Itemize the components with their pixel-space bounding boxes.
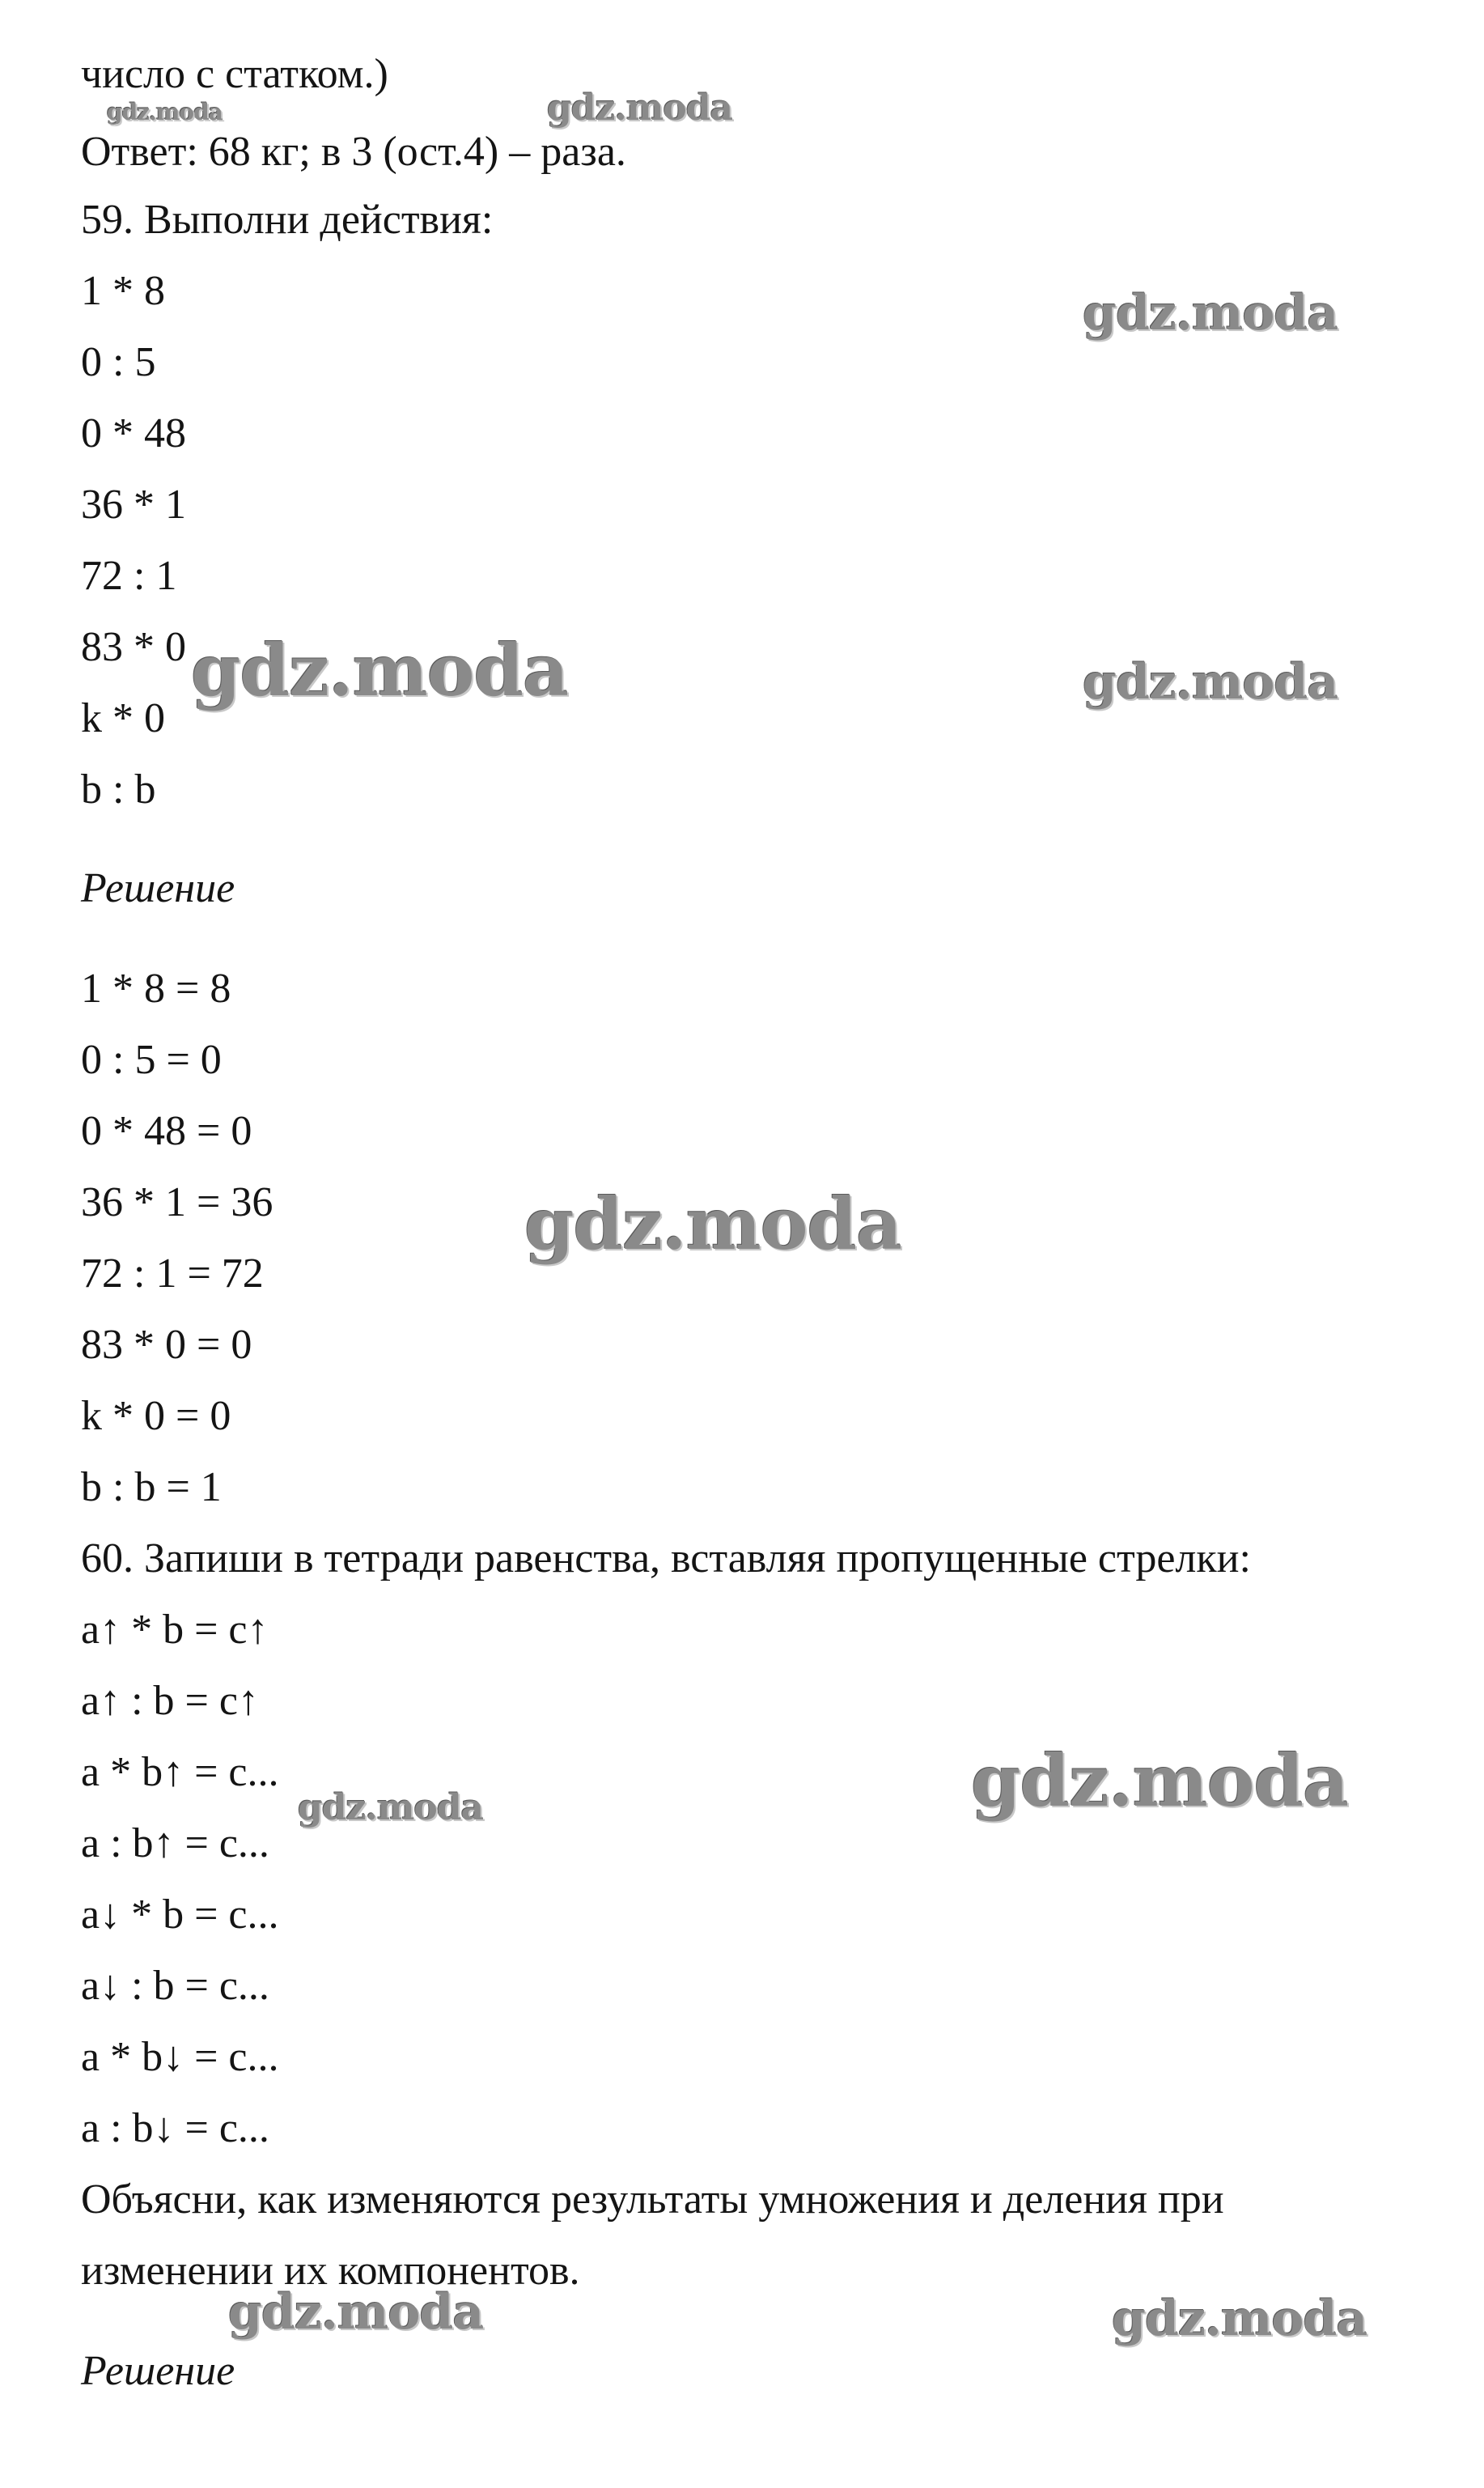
watermark: gdz.moda <box>1083 285 1338 342</box>
solution-59-line-6: 83 * 0 = 0 <box>81 1322 252 1368</box>
solution-heading-60: Решение <box>81 2348 235 2394</box>
task-60-equation-6: a↓ : b = c... <box>81 1963 269 2009</box>
task-60-equation-5: a↓ * b = c... <box>81 1891 279 1938</box>
solution-59-line-3: 0 * 48 = 0 <box>81 1108 252 1154</box>
task-59-expression-3: 0 * 48 <box>81 410 186 456</box>
task-59-expression-5: 72 : 1 <box>81 553 177 599</box>
task-59-expression-2: 0 : 5 <box>81 339 156 385</box>
watermark: gdz.moda <box>191 628 569 712</box>
solution-59-line-5: 72 : 1 = 72 <box>81 1250 264 1297</box>
watermark: gdz.moda <box>298 1787 484 1828</box>
task-59-expression-8: b : b <box>81 766 156 813</box>
solution-heading-59: Решение <box>81 865 235 911</box>
task-59-expression-6: 83 * 0 <box>81 624 186 670</box>
watermark: gdz.moda <box>1083 654 1338 711</box>
solution-59-line-8: b : b = 1 <box>81 1464 222 1510</box>
task-60-instruction-1: Объясни, как изменяются результаты умножения и деления при <box>81 2176 1224 2223</box>
watermark: gdz.moda <box>971 1739 1349 1823</box>
solution-59-line-1: 1 * 8 = 8 <box>81 966 231 1012</box>
task-59-expression-7: k * 0 <box>81 695 165 741</box>
watermark: gdz.moda <box>107 99 223 125</box>
solution-59-line-4: 36 * 1 = 36 <box>81 1179 273 1225</box>
watermark: gdz.moda <box>547 87 733 129</box>
answer-line: Ответ: 68 кг; в 3 (ост.4) – раза. <box>81 129 626 175</box>
task-60-equation-3: a * b↑ = c... <box>81 1749 279 1795</box>
solution-59-line-2: 0 : 5 = 0 <box>81 1037 222 1083</box>
task-59-expression-4: 36 * 1 <box>81 482 186 528</box>
task-60-heading: 60. Запиши в тетради равенства, вставляя пропущенные стрелки: <box>81 1535 1251 1582</box>
text-line-1: число с статком.) <box>81 51 388 97</box>
task-60-equation-1: a↑ * b = c↑ <box>81 1607 269 1653</box>
task-60-equation-4: a : b↑ = c... <box>81 1820 269 1866</box>
solution-59-line-7: k * 0 = 0 <box>81 1393 231 1439</box>
watermark: gdz.moda <box>524 1182 902 1266</box>
task-59-expression-1: 1 * 8 <box>81 268 165 314</box>
task-60-instruction-2: изменении их компонентов. <box>81 2248 580 2294</box>
task-60-equation-8: a : b↓ = c... <box>81 2105 269 2151</box>
task-59-heading: 59. Выполни действия: <box>81 197 494 243</box>
watermark: gdz.moda <box>228 2284 484 2341</box>
task-60-equation-2: a↑ : b = c↑ <box>81 1678 259 1724</box>
watermark: gdz.moda <box>1112 2291 1367 2347</box>
task-60-equation-7: a * b↓ = c... <box>81 2034 279 2080</box>
